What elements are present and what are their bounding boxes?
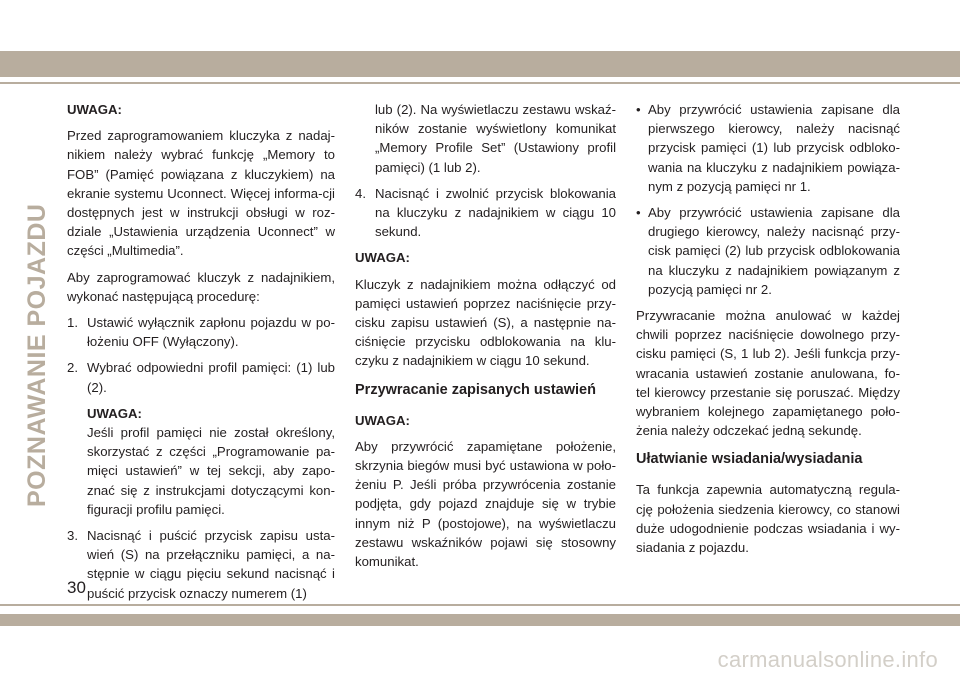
note-title: UWAGA: [87, 405, 142, 421]
bullet-marker: • [636, 205, 641, 221]
column-2 [355, 100, 616, 578]
note-text: Jeśli profil pamięci nie został określony, skorzystać z części „Programowanie pa-mięci ustawień” w tej sekcji, aby zapo-znać się z instrukcjami dotyczącymi kon-figuracji profilu pamięci. [87, 425, 335, 517]
column-3 [636, 100, 900, 564]
note-title: UWAGA: [355, 412, 410, 428]
section-side-label: POZNAWANIE POJAZDU [23, 203, 51, 507]
bullet-text: Aby przywrócić ustawienia zapisane dla drugiego kierowcy, należy nacisnąć przy-cisk pamięci (2) lub przycisk odblokowania na kluczyku z nadajnikiem powiązanym z pozycją pamięci nr 2. [648, 205, 900, 297]
paragraph: Przywracanie można anulować w każdej chwili poprzez naciśnięcie dowolnego przy-cisku pamięci (S, 1 lub 2). Jeśli funkcja przy-wracania ustawień zostanie anulowana, fo-tel kierowcy przestanie się poruszać. Między wybraniem kolejnego zapamiętanego poło-żenia należy odczekać jedną sekundę. [636, 308, 900, 439]
step-3 [67, 526, 335, 603]
step-text: Wybrać odpowiedni profil pamięci: (1) lub (2). [87, 360, 335, 395]
step-number: 4. [355, 185, 366, 201]
header-band [0, 51, 960, 77]
note-text: Kluczyk z nadajnikiem można odłączyć od pamięci ustawień poprzez naciśnięcie przy-cisku zapisu ustawień (S), a następnie na-ciśnięcie przycisku odblokowania na klu-czyku z nadajnikiem w ciągu 10 sekund. [355, 276, 616, 369]
page-number: 30 [67, 578, 86, 597]
header-rule [0, 82, 960, 84]
bullet-item [636, 203, 900, 299]
step-2-note [87, 404, 335, 519]
footer-band [0, 614, 960, 626]
footer-rule [0, 604, 960, 606]
watermark: carmanualsonline.info [717, 647, 938, 672]
note-text: Przed zaprogramowaniem kluczyka z nadaj-nikiem należy wybrać funkcję „Memory to FOB” (Pamięć powiązana z kluczykiem) na ekranie systemu Uconnect. Więcej informa-cji dostępnych jest w instrukcji obsługi w roz-dziale „Ustawienia urządzenia Uconnect” w części „Multimedia”. [67, 128, 335, 259]
step-1 [67, 313, 335, 351]
step-number: 1. [67, 315, 78, 331]
step-4 [355, 184, 616, 242]
paragraph: Ta funkcja zapewnia automatyczną regula-cję położenia siedzenia kierowcy, co stanowi duże udogodnienie podczas wsiadania i wy-siadania z pojazdu. [636, 482, 900, 556]
bullet-text: Aby przywrócić ustawienia zapisane dla pierwszego kierowcy, należy nacisnąć przycisk pamięci (1) lub przycisk odbloko-wania na kluczyku z nadajnikiem powiąza-nym z pozycją pamięci nr 1. [648, 102, 900, 194]
note-title: UWAGA: [67, 102, 122, 117]
step-number: 2. [67, 360, 78, 376]
note-title: UWAGA: [355, 250, 410, 266]
step-number: 3. [67, 528, 78, 544]
step-3-continued: lub (2). Na wyświetlaczu zestawu wskaź-ników zostanie wyświetlony komunikat „Memory Profile Set” (Ustawiony profil pamięci) (1 lub 2). [375, 102, 616, 175]
step-2 [67, 358, 335, 396]
step-text: Nacisnąć i puścić przycisk zapisu usta-wień (S) na przełączniku pamięci, a na-stępnie w ciągu pięciu sekund nacisnąć i puścić przycisk oznaczy numerem (1) [87, 528, 335, 601]
section-heading: Ułatwianie wsiadania/wysiadania [636, 451, 863, 468]
intro-paragraph: Aby zaprogramować kluczyk z nadajnikiem, wykonać następującą procedurę: [67, 269, 335, 304]
step-text: Ustawić wyłącznik zapłonu pojazdu w po-łożeniu OFF (Wyłączony). [87, 315, 335, 350]
bullet-marker: • [636, 102, 641, 117]
step-text: Nacisnąć i zwolnić przycisk blokowania na kluczyku z nadajnikiem w ciągu 10 sekund. [375, 185, 616, 240]
note-text: Aby przywrócić zapamiętane położenie, skrzynia biegów musi być ustawiona w poło-żeniu P. Jeśli próba przywrócenia zostanie podjęta, gdy pojazd znajduje się w trybie innym niż P (postojowe), na wyświetlaczu zestawu wskaźników pojawi się stosowny komunikat. [355, 438, 616, 570]
bullet-item [636, 100, 900, 196]
column-1 [67, 100, 335, 610]
section-heading: Przywracanie zapisanych ustawień [355, 381, 596, 398]
